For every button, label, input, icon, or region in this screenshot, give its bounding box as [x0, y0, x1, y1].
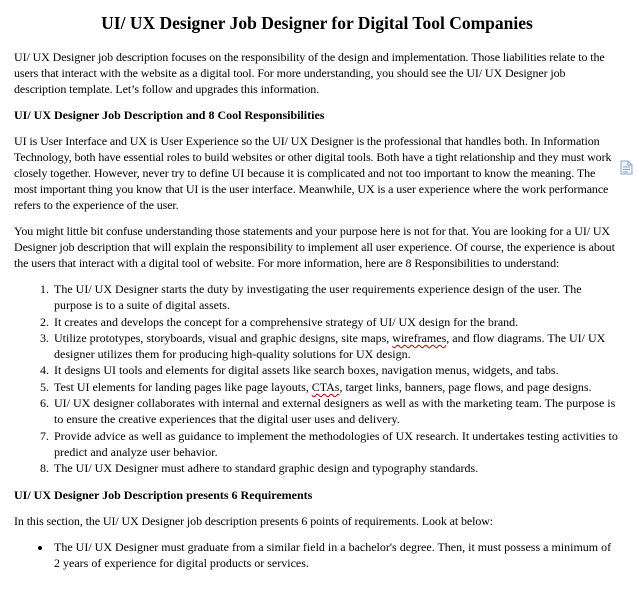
list-item: 8. The UI/ UX Designer must adhere to standard graphic design and typography standards.	[52, 460, 620, 476]
responsibilities-list	[14, 281, 620, 477]
section-heading-requirements: UI/ UX Designer Job Description presents 6 Requirements	[14, 487, 313, 502]
requirements-list	[14, 539, 620, 571]
list-item: 6. UI/ UX designer collaborates with internal and external designers as well as with the marketing team. The purpose is to ensure the creative experiences that the digital user uses and delivery.	[52, 395, 620, 428]
document-page	[14, 12, 620, 571]
responsibilities-paragraph-2: You might little bit confuse understanding those statements and your purpose here is not for that. You are looking for a UI/ UX Designer job description that will explain the responsibility to implement all user experience. Of course, the experience is about the users that interact with a digital tool of website. For more information, here are 8 Responsibilities to understand:	[14, 224, 615, 270]
list-item: 1. The UI/ UX Designer starts the duty by investigating the user requirements experience design of the user. The purpose is to a suite of digital assets.	[52, 281, 620, 314]
spellcheck-word: CTAs	[311, 379, 340, 394]
list-item: 3. Utilize prototypes, storyboards, visual and graphic designs, site maps, wireframes, and flow diagrams. The UI/ UX designer utilizes them for producing high-quality solutions for UX design.	[52, 330, 620, 363]
list-item: 7. Provide advice as well as guidance to implement the methodologies of UX research. It undertakes testing activities to predict and analyze user behavior.	[52, 428, 620, 461]
list-item: 4. It designs UI tools and elements for digital assets like search boxes, navigation menus, widgets, and tabs.	[52, 362, 620, 378]
intro-paragraph: UI/ UX Designer job description focuses on the responsibility of the design and implementation. Those liabilities relate to the users that interact with the website as a digital tool. For more understanding, you should see the UI/ UX Designer job description template. Let’s follow and upgrades this information.	[14, 50, 605, 96]
list-item: 5. Test UI elements for landing pages like page layouts, CTAs, target links, banners, page flows, and page designs.	[52, 379, 620, 395]
list-item: 2. It creates and develops the concept for a comprehensive strategy of UI/ UX design for the brand.	[52, 314, 620, 330]
document-icon[interactable]	[620, 160, 633, 175]
section-heading-responsibilities: UI/ UX Designer Job Description and 8 Cool Responsibilities	[14, 108, 325, 122]
responsibilities-paragraph-1: UI is User Interface and UX is User Experience so the UI/ UX Designer is the professional that handles both. In Information Technology, both have essential roles to build websites or other digital tools. Both have a tight relationship and they must work closely together. However, never try to define UI because it is complicated and not too important to know the meaning. The most important thing you know that UI is the user interface. Meanwhile, UX is a user experience where the work performance refers to the experience of the user.	[14, 134, 612, 212]
page-title: UI/ UX Designer Job Designer for Digital Tool Companies	[101, 13, 533, 33]
spellcheck-word: wireframes	[392, 330, 447, 345]
list-item: • The UI/ UX Designer must graduate from a similar field in a bachelor's degree. Then, it must possess a minimum of 2 years of experience for digital products or services.	[52, 539, 620, 571]
requirements-paragraph: In this section, the UI/ UX Designer job description presents 6 points of requirements. Look at below:	[14, 513, 494, 528]
